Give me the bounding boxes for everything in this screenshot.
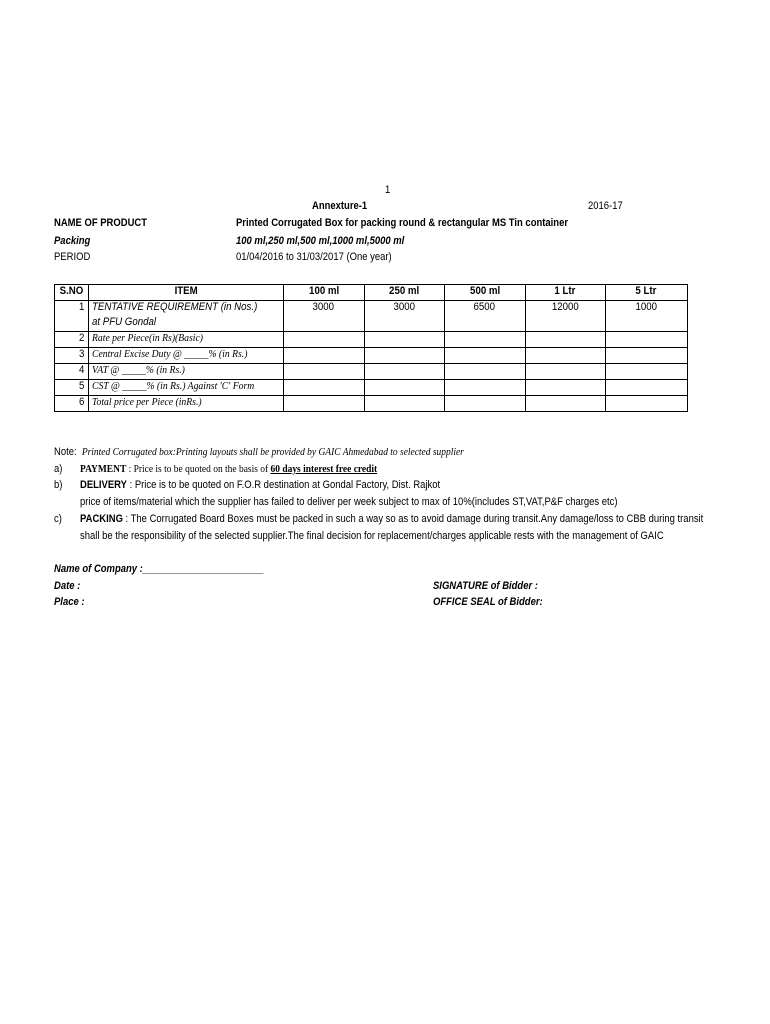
row-cell bbox=[444, 332, 525, 348]
row1-sno-cont bbox=[55, 316, 89, 332]
row1-1ltr: 12000 bbox=[525, 301, 605, 317]
row-cell bbox=[283, 396, 364, 412]
row-cell bbox=[525, 364, 605, 380]
row-cell bbox=[525, 348, 605, 364]
name-of-product-label: NAME OF PRODUCT bbox=[54, 217, 148, 229]
row-cell bbox=[283, 332, 364, 348]
note-text: Printed Corrugated box:Printing layouts shall be provided by GAIC Ahmedabad to selected supplier bbox=[81, 446, 464, 458]
row1-cell bbox=[605, 316, 687, 332]
row-cell bbox=[364, 380, 444, 396]
table-row bbox=[55, 301, 688, 317]
header-1ltr: 1 Ltr bbox=[525, 285, 605, 301]
year-label: 2016-17 bbox=[588, 200, 623, 212]
row1-5ltr: 1000 bbox=[605, 301, 687, 317]
packing-text: : The Corrugated Board Boxes must be packed in such a way so as to avoid damage during transit.Any damage/loss to CBB during transit bbox=[122, 513, 704, 525]
row-cell bbox=[605, 364, 687, 380]
period-label: PERIOD bbox=[54, 251, 91, 263]
packing-heading: PACKING bbox=[80, 513, 123, 525]
row-cell bbox=[605, 332, 687, 348]
table-row bbox=[55, 364, 688, 380]
row-cell bbox=[525, 332, 605, 348]
clause-c bbox=[80, 513, 703, 525]
price-table bbox=[54, 284, 688, 412]
clause-b-label: b) bbox=[54, 479, 63, 491]
row-cell bbox=[444, 380, 525, 396]
row-cell bbox=[364, 364, 444, 380]
clause-c-line2: shall be the responsibility of the selected supplier.The final decision for replacement/charges applicable rests with the management of GAIC bbox=[80, 530, 664, 542]
row-cell bbox=[364, 348, 444, 364]
row-item: VAT @ _____% (in Rs.) bbox=[88, 364, 283, 380]
row-item: Central Excise Duty @ _____% (in Rs.) bbox=[88, 348, 283, 364]
row1-item-line1: TENTATIVE REQUIREMENT (in Nos.) bbox=[88, 301, 283, 317]
row1-100ml: 3000 bbox=[283, 301, 364, 317]
note-block bbox=[54, 446, 464, 458]
row-sno: 4 bbox=[55, 364, 89, 380]
table-row bbox=[55, 396, 688, 412]
row-cell bbox=[283, 380, 364, 396]
payment-credit-terms: 60 days interest free credit bbox=[270, 463, 378, 475]
row1-cell bbox=[525, 316, 605, 332]
row1-500ml: 6500 bbox=[444, 301, 525, 317]
row1-cell bbox=[364, 316, 444, 332]
header-250ml: 250 ml bbox=[364, 285, 444, 301]
row1-sno: 1 bbox=[55, 301, 89, 317]
row1-250ml: 3000 bbox=[364, 301, 444, 317]
note-label: Note: bbox=[54, 446, 77, 458]
header-sno: S.NO bbox=[55, 285, 89, 301]
row-cell bbox=[283, 348, 364, 364]
clause-b bbox=[80, 479, 440, 491]
name-of-product-value: Printed Corrugated Box for packing round & rectangular MS Tin container bbox=[236, 217, 569, 229]
row1-cell bbox=[444, 316, 525, 332]
clause-b-line2: price of items/material which the supplier has failed to deliver per week subject to max of 10%(includes ST,VAT,P&F charges etc) bbox=[80, 496, 618, 508]
payment-heading: PAYMENT bbox=[80, 463, 127, 475]
row-cell bbox=[525, 396, 605, 412]
row-item: Rate per Piece(in Rs)(Basic) bbox=[88, 332, 283, 348]
row-cell bbox=[605, 396, 687, 412]
page-number: 1 bbox=[385, 184, 391, 196]
row-sno: 3 bbox=[55, 348, 89, 364]
row-sno: 5 bbox=[55, 380, 89, 396]
table-row bbox=[55, 316, 688, 332]
packing-label: Packing bbox=[54, 235, 91, 247]
row-cell bbox=[525, 380, 605, 396]
header-5ltr: 5 Ltr bbox=[605, 285, 687, 301]
table-header-row bbox=[55, 285, 688, 301]
period-value: 01/04/2016 to 31/03/2017 (One year) bbox=[236, 251, 392, 263]
header-100ml: 100 ml bbox=[283, 285, 364, 301]
packing-value: 100 ml,250 ml,500 ml,1000 ml,5000 ml bbox=[236, 235, 405, 247]
row-sno: 6 bbox=[55, 396, 89, 412]
row-cell bbox=[444, 396, 525, 412]
row-cell bbox=[605, 380, 687, 396]
clause-c-label: c) bbox=[54, 513, 62, 525]
row-cell bbox=[444, 348, 525, 364]
name-of-company-field: Name of Company :_______________________ bbox=[54, 563, 264, 575]
date-label: Date : bbox=[54, 580, 81, 592]
row-item: CST @ _____% (in Rs.) Against 'C' Form bbox=[88, 380, 283, 396]
table-row bbox=[55, 380, 688, 396]
row-cell bbox=[444, 364, 525, 380]
row-cell bbox=[364, 332, 444, 348]
delivery-heading: DELIVERY bbox=[80, 479, 127, 491]
row1-cell bbox=[283, 316, 364, 332]
row1-item-line2: at PFU Gondal bbox=[88, 316, 283, 332]
row-cell bbox=[605, 348, 687, 364]
clause-a bbox=[80, 463, 377, 475]
payment-text: : Price is to be quoted on the basis of bbox=[126, 463, 271, 475]
header-item: ITEM bbox=[88, 285, 283, 301]
annexure-title: Annexture-1 bbox=[312, 200, 368, 212]
row-cell bbox=[364, 396, 444, 412]
delivery-text: : Price is to be quoted on F.O.R destination at Gondal Factory, Dist. Rajkot bbox=[126, 479, 441, 491]
row-sno: 2 bbox=[55, 332, 89, 348]
row-item: Total price per Piece (inRs.) bbox=[88, 396, 283, 412]
row-cell bbox=[283, 364, 364, 380]
table-row bbox=[55, 332, 688, 348]
clause-a-label: a) bbox=[54, 463, 63, 475]
table-row bbox=[55, 348, 688, 364]
signature-label: SIGNATURE of Bidder : bbox=[433, 580, 538, 592]
place-label: Place : bbox=[54, 596, 85, 608]
office-seal-label: OFFICE SEAL of Bidder: bbox=[433, 596, 543, 608]
header-500ml: 500 ml bbox=[444, 285, 525, 301]
